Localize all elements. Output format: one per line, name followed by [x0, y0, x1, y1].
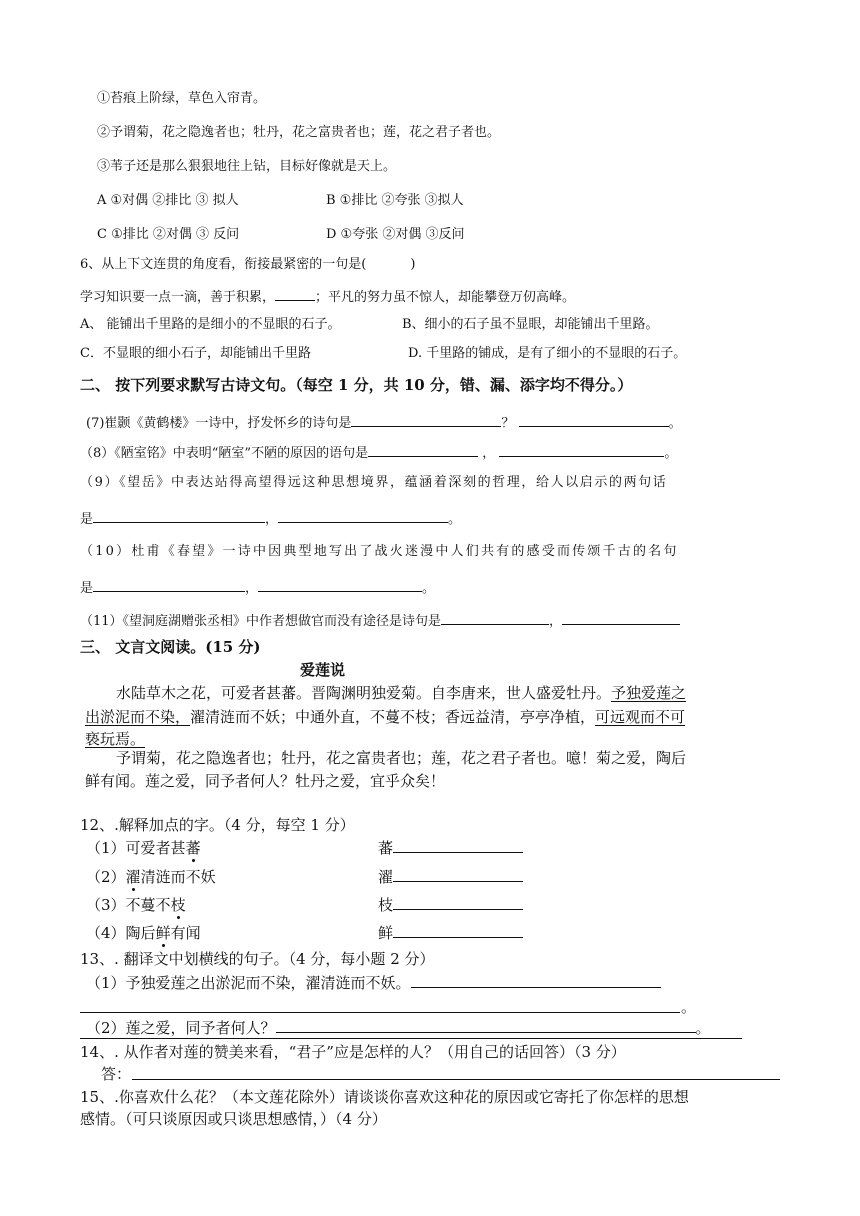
passage-line-3: 亵玩焉。	[85, 730, 146, 748]
question-10: （10）杜甫《春望》一诗中因典型地写出了战火迷漫中人们共有的感受而传颂千古的名句	[80, 544, 679, 559]
question-15-line-2: 感情。（可只谈原因或只谈思想感情，）（4 分）	[80, 1110, 387, 1128]
question-6-stem: 学习知识要一点一滴，善于积累， ；平凡的努力虽不惊人，却能攀登万仞高峰。	[80, 286, 575, 307]
passage-line-2: 出淤泥而不染，濯清涟而不妖；中通外直，不蔓不枝；香远益清，亭亭净植，可远观而不可	[85, 708, 686, 726]
question-11: （11）《望洞庭湖赠张丞相》中作者想做官而没有途径是诗句是 ，	[80, 610, 680, 631]
question-7: (7)崔颢《黄鹤楼》一诗中，抒发怀乡的诗句是 ？ 。	[86, 412, 682, 433]
q13-sentence-1: （1）予独爱莲之出淤泥而不染，濯清涟而不妖。	[86, 972, 661, 994]
question-6: 6、从上下文连贯的角度看，衔接最紧密的一句是( )	[80, 257, 416, 272]
question-10-answer: 是 ， 。	[80, 577, 435, 598]
q13-answer-line-2	[80, 1038, 742, 1039]
q12-answer-4: 鲜	[378, 922, 523, 944]
q13-answer-line-1	[80, 1012, 680, 1013]
q12-answer-1: 蕃	[378, 837, 523, 859]
sentence-2: ②予谓菊，花之隐逸者也；牡丹，花之富贵者也；莲，花之君子者也。	[97, 125, 501, 140]
question-6-option-a: A、 能铺出千里路的是细小的不显眼的石子。	[80, 317, 341, 332]
question-9-answer: 是 ， 。	[80, 508, 461, 529]
sentence-3: ③苇子还是那么狠狠地往上钻，目标好像就是天上。	[97, 159, 397, 174]
q12-answer-2: 濯	[378, 866, 523, 888]
passage-line-4: 予谓菊，花之隐逸者也；牡丹，花之富贵者也；莲，花之君子者也。噫！菊之爱，陶后	[116, 749, 687, 767]
option-c: C ①排比 ②对偶 ③ 反问	[97, 227, 240, 242]
sentence-1: ①苔痕上阶绿，草色入帘青。	[97, 91, 267, 106]
question-8: （8）《陋室铭》中表明“陋室”不陋的原因的语句是 ， 。	[80, 442, 677, 463]
q12-answer-3: 枝	[378, 894, 523, 916]
option-b: B ①排比 ②夸张 ③拟人	[326, 193, 464, 208]
section-2-heading: 二、 按下列要求默写古诗文句。（每空 1 分，共 10 分，错、漏、添字均不得分。）	[80, 376, 633, 394]
q14-answer-label: 答：	[101, 1065, 132, 1083]
question-6-option-b: B、细小的石子虽不显眼，却能铺出千里路。	[402, 317, 659, 332]
question-12: 12、.解释加点的字。（4 分，每空 1 分）	[80, 816, 355, 834]
question-6-option-d: D. 千里路的铺成，是有了细小的不显眼的石子。	[408, 346, 687, 361]
q13-sentence-2: （2）莲之爱，同予者何人？ 。	[86, 1019, 711, 1037]
q14-answer-line	[132, 1079, 780, 1080]
q13-answer-1-end: 。	[681, 998, 697, 1016]
question-15-line-1: 15、.你喜欢什么花？（本文莲花除外）请谈谈你喜欢这种花的原因或它寄托了你怎样的思想	[80, 1088, 689, 1106]
question-9: （9）《望岳》中表达站得高望得远这种思想境界，蕴涵着深刻的哲理，给人以启示的两句话	[80, 475, 668, 490]
section-3-heading: 三、 文言文阅读。(15 分)	[80, 638, 261, 656]
passage-line-1: 水陆草木之花，可爱者甚蕃。晋陶渊明独爱菊。自李唐来，世人盛爱牡丹。予独爱莲之	[116, 684, 687, 702]
question-6-option-c: C．不显眼的细小石子，却能铺出千里路	[80, 346, 311, 361]
question-13: 13、. 翻译文中划横线的句子。（4 分，每小题 2 分）	[80, 950, 435, 968]
q12-item-3: （3）不蔓不枝	[86, 896, 186, 914]
passage-line-5: 鲜有闻。莲之爱，同予者何人？牡丹之爱，宜乎众矣！	[85, 772, 446, 790]
q12-item-1: （1）可爱者甚蕃	[86, 839, 201, 857]
q12-item-2: （2）濯清涟而不妖	[86, 868, 216, 886]
question-14: 14、. 从作者对莲的赞美来看，“君子”应是怎样的人？（用自己的话回答）（3 分）	[80, 1043, 626, 1061]
passage-title: 爱莲说	[300, 661, 346, 679]
q12-item-4: （4）陶后鲜有闻	[86, 924, 201, 942]
option-d: D ①夸张 ②对偶 ③反问	[326, 227, 465, 242]
option-a: A ①对偶 ②排比 ③ 拟人	[97, 193, 239, 208]
